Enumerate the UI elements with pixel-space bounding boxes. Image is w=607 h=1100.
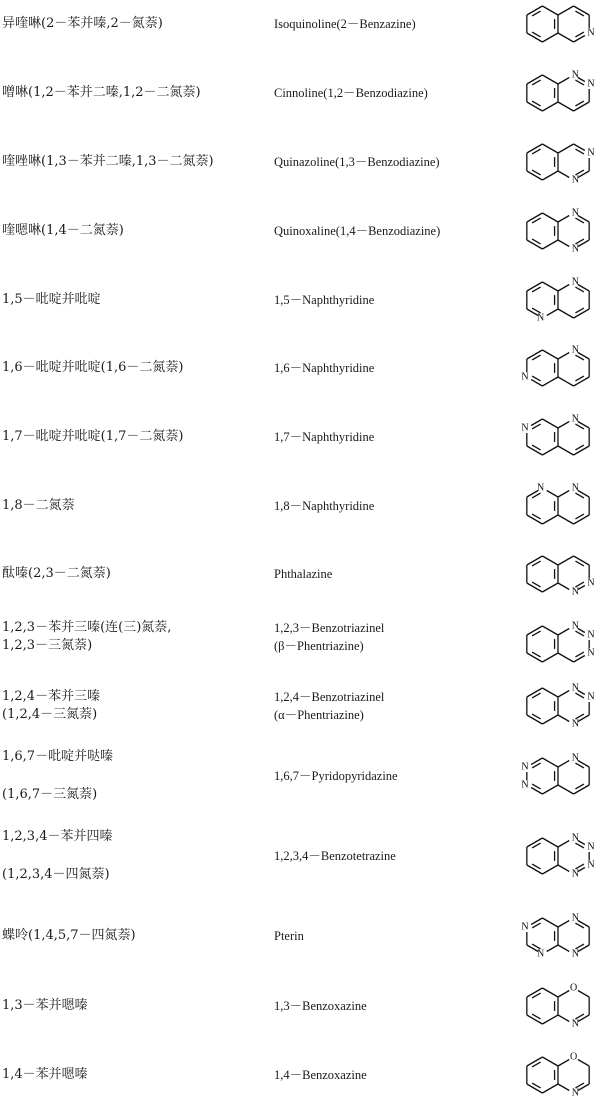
nitrogen-atom-label: N <box>521 761 529 773</box>
cinnoline-structure-icon <box>514 68 604 118</box>
bond-line <box>542 758 558 767</box>
1-6-7-pyridopyridazine-structure-icon <box>514 751 604 801</box>
phthalazine-structure-icon <box>514 549 604 599</box>
bond-line <box>542 1084 558 1093</box>
1-8-naphthyridine-structure-icon <box>514 481 604 531</box>
bond-line <box>558 309 574 318</box>
bond-line <box>558 171 569 178</box>
nitrogen-atom-label: N <box>571 912 580 924</box>
chinese-name-line: 噌啉(1,2－苯并二嗪,1,2－二氮萘) <box>2 85 201 100</box>
1-2-3-4-benzotetrazine-structure-icon <box>514 831 604 881</box>
bond-line <box>558 991 569 998</box>
bond-line <box>527 240 543 249</box>
bond-line <box>542 240 558 249</box>
bond-line <box>527 102 543 111</box>
bond-line <box>558 285 569 292</box>
chinese-name-line: 蝶呤(1,4,5,7－四氮萘) <box>2 928 136 943</box>
english-name-line: 1,3－Benzoxazine <box>274 999 367 1013</box>
bond-line <box>542 419 558 428</box>
bond-line <box>527 583 543 592</box>
nitrogen-atom-label: N <box>571 69 580 81</box>
chinese-name-line: 喹唑啉(1,3－苯并二嗪,1,3－二氮萘) <box>2 154 214 169</box>
english-name-line: 1,4－Benzoxazine <box>274 1068 367 1082</box>
english-name <box>274 847 396 865</box>
english-name <box>274 359 374 377</box>
bond-line <box>542 75 558 84</box>
nitrogen-atom-label: N <box>571 243 580 255</box>
bond-line <box>542 865 558 874</box>
chinese-name-line: 1,6,7－吡啶并哒嗪 <box>2 749 114 764</box>
nitrogen-atom-label: N <box>587 629 595 641</box>
nitrogen-atom-label: N <box>587 78 595 90</box>
bond-line <box>558 240 569 247</box>
nitrogen-atom-label: N <box>587 147 595 159</box>
english-name <box>274 222 440 240</box>
chinese-name <box>2 688 100 724</box>
english-name-line: Quinoxaline(1,4－Benzodiazine) <box>274 224 441 238</box>
english-name <box>274 1066 367 1084</box>
chinese-name <box>2 84 201 102</box>
bond-line <box>558 841 569 848</box>
english-name-line: 1,6－Naphthyridine <box>274 361 375 375</box>
english-name-line: Isoquinoline(2－Benzazine) <box>274 17 416 31</box>
english-name <box>274 619 384 655</box>
bond-line <box>542 102 558 111</box>
nitrogen-atom-label: N <box>536 312 545 324</box>
chinese-name-line: 1,2,4－苯并三嗪 <box>2 689 101 704</box>
bond-line <box>542 988 558 997</box>
chinese-name <box>2 359 184 377</box>
bond-line <box>578 991 589 998</box>
bond-line <box>547 491 558 498</box>
bond-line <box>558 865 569 872</box>
bond-line <box>527 556 543 565</box>
bond-line <box>527 171 543 180</box>
nitrogen-atom-label: N <box>571 207 580 219</box>
english-name <box>274 997 367 1015</box>
bond-line <box>558 715 569 722</box>
chinese-name <box>2 997 88 1015</box>
bond-line <box>558 422 569 429</box>
nitrogen-atom-label: N <box>571 1018 580 1030</box>
bond-line <box>527 515 543 524</box>
bond-line <box>574 556 590 565</box>
bond-line <box>542 838 558 847</box>
bond-line <box>542 785 558 794</box>
bond-line <box>527 1084 543 1093</box>
english-name <box>274 153 440 171</box>
chinese-name <box>2 565 111 583</box>
bond-line <box>558 556 574 565</box>
bond-line <box>574 6 590 15</box>
chinese-name <box>2 222 124 240</box>
bond-line <box>527 653 543 662</box>
bond-line <box>542 918 558 927</box>
nitrogen-atom-label: N <box>587 859 595 871</box>
bond-line <box>558 583 569 590</box>
bond-line <box>574 102 590 111</box>
nitrogen-atom-label: N <box>536 482 545 494</box>
bond-line <box>558 921 569 928</box>
nitrogen-atom-label: N <box>587 27 595 39</box>
nitrogen-atom-label: N <box>571 832 580 844</box>
english-name <box>274 497 374 515</box>
bond-line <box>542 144 558 153</box>
pterin-structure-icon <box>514 911 604 961</box>
english-name <box>274 428 374 446</box>
bond-line <box>558 377 574 386</box>
chinese-name-line: 喹嗯啉(1,4－二氮萘) <box>2 223 124 238</box>
bond-line <box>558 629 569 636</box>
oxygen-atom-label: O <box>569 982 578 994</box>
bond-line <box>558 761 569 768</box>
chinese-name <box>2 828 112 904</box>
bond-line <box>527 6 543 15</box>
chinese-name <box>2 927 136 945</box>
nitrogen-atom-label: N <box>571 752 580 764</box>
chinese-name <box>2 291 101 309</box>
bond-line <box>542 626 558 635</box>
english-name-line: Cinnoline(1,2－Benzodiazine) <box>274 86 428 100</box>
nitrogen-atom-label: N <box>571 344 580 356</box>
chinese-name-line: (1,2,4－三氮萘) <box>2 707 98 722</box>
1-7-naphthyridine-structure-icon <box>514 412 604 462</box>
english-name-line: 1,5－Naphthyridine <box>274 293 375 307</box>
english-name-line: Quinazoline(1,3－Benzodiazine) <box>274 155 440 169</box>
1-4-benzoxazine-structure-icon <box>514 1050 604 1100</box>
bond-line <box>527 350 543 359</box>
bond-line <box>527 988 543 997</box>
english-name-line: 1,2,3－Benzotriazinel <box>274 621 385 635</box>
english-name <box>274 15 416 33</box>
bond-line <box>558 33 574 42</box>
nitrogen-atom-label: N <box>536 948 545 960</box>
english-name-line: 1,6,7－Pyridopyridazine <box>274 769 398 783</box>
bond-line <box>542 377 558 386</box>
chinese-name-line: 1,2,3－苯并三嗪(连(三)氮萘, <box>2 620 172 635</box>
bond-line <box>558 653 574 662</box>
bond-line <box>578 1060 589 1067</box>
chinese-name-line: 1,4－苯并嗯嗪 <box>2 1067 88 1082</box>
bond-line <box>547 309 558 316</box>
bond-line <box>558 691 569 698</box>
nitrogen-atom-label: N <box>521 371 529 383</box>
bond-line <box>574 309 590 318</box>
nitrogen-atom-label: N <box>521 921 529 933</box>
bond-line <box>527 715 543 724</box>
bond-line <box>558 1015 569 1022</box>
chinese-name <box>2 619 171 655</box>
bond-line <box>558 945 569 952</box>
bond-line <box>527 626 543 635</box>
bond-line <box>558 491 569 498</box>
bond-line <box>527 838 543 847</box>
english-name-line: (β－Phentriazine) <box>274 639 364 653</box>
chinese-name-line: 1,5－吡啶并吡啶 <box>2 292 101 307</box>
1-5-naphthyridine-structure-icon <box>514 275 604 325</box>
bond-line <box>527 688 543 697</box>
nitrogen-atom-label: N <box>587 691 595 703</box>
bond-line <box>574 515 590 524</box>
1-6-naphthyridine-structure-icon <box>514 343 604 393</box>
bond-line <box>558 1084 569 1091</box>
english-name <box>274 565 332 583</box>
bond-line <box>527 1015 543 1024</box>
bond-line <box>527 213 543 222</box>
bond-line <box>527 75 543 84</box>
quinoxaline-structure-icon <box>514 206 604 256</box>
chinese-name-line: (1,2,3,4－四氮萘) <box>2 867 110 882</box>
bond-line <box>542 653 558 662</box>
english-name-line: 1,7－Naphthyridine <box>274 430 375 444</box>
english-name-line: 1,2,4－Benzotriazinel <box>274 690 385 704</box>
bond-line <box>527 33 543 42</box>
chinese-name <box>2 428 184 446</box>
bond-line <box>558 102 574 111</box>
quinazoline-structure-icon <box>514 137 604 187</box>
english-name-line: (α－Phentriazine) <box>274 708 364 722</box>
bond-line <box>574 785 590 794</box>
bond-line <box>542 715 558 724</box>
chinese-name <box>2 497 75 515</box>
chinese-name <box>2 748 113 824</box>
nitrogen-atom-label: N <box>571 413 580 425</box>
english-name-line: 1,8－Naphthyridine <box>274 499 375 513</box>
chinese-name-line: 1,8－二氮萘 <box>2 498 75 513</box>
bond-line <box>542 213 558 222</box>
1-2-3-benzotriazine-structure-icon <box>514 619 604 669</box>
bond-line <box>542 1057 558 1066</box>
bond-line <box>542 688 558 697</box>
nitrogen-atom-label: N <box>571 1087 580 1099</box>
bond-line <box>542 1015 558 1024</box>
nitrogen-atom-label: N <box>571 482 580 494</box>
bond-line <box>558 144 574 153</box>
english-name-line: 1,2,3,4－Benzotetrazine <box>274 849 396 863</box>
english-name <box>274 84 428 102</box>
bond-line <box>558 216 569 223</box>
nitrogen-atom-label: N <box>587 841 595 853</box>
bond-line <box>527 865 543 874</box>
bond-line <box>542 350 558 359</box>
1-3-benzoxazine-structure-icon <box>514 981 604 1031</box>
nitrogen-atom-label: N <box>587 577 595 589</box>
bond-line <box>558 1060 569 1067</box>
nitrogen-atom-label: N <box>571 868 580 880</box>
nitrogen-atom-label: N <box>571 586 580 598</box>
chinese-name-line: 1,2,3－三氮萘) <box>2 638 93 653</box>
english-name-line: Pterin <box>274 929 304 943</box>
bond-line <box>542 171 558 180</box>
nitrogen-atom-label: N <box>587 647 595 659</box>
bond-line <box>542 583 558 592</box>
chinese-name-line: (1,6,7－三氮萘) <box>2 787 98 802</box>
chinese-name <box>2 1066 88 1084</box>
oxygen-atom-label: O <box>569 1051 578 1063</box>
chinese-name <box>2 15 163 33</box>
english-name <box>274 767 398 785</box>
bond-line <box>558 78 569 85</box>
nitrogen-atom-label: N <box>521 422 529 434</box>
bond-line <box>574 446 590 455</box>
chinese-name-line: 异喹啉(2－苯并嗪,2－氮萘) <box>2 16 163 31</box>
nitrogen-atom-label: N <box>571 620 580 632</box>
bond-line <box>527 282 543 291</box>
nitrogen-atom-label: N <box>521 779 529 791</box>
nitrogen-atom-label: N <box>571 682 580 694</box>
bond-line <box>527 144 543 153</box>
bond-line <box>542 282 558 291</box>
bond-line <box>527 446 543 455</box>
bond-line <box>558 6 574 15</box>
bond-line <box>542 556 558 565</box>
nitrogen-atom-label: N <box>571 948 580 960</box>
chinese-name-line: 1,3－苯并嗯嗪 <box>2 998 88 1013</box>
bond-line <box>574 377 590 386</box>
bond-line <box>558 353 569 360</box>
chinese-name-line: 1,6－吡啶并吡啶(1,6－二氮萘) <box>2 360 184 375</box>
english-name <box>274 688 384 724</box>
bond-line <box>558 785 574 794</box>
chinese-name-line: 1,7－吡啶并吡啶(1,7－二氮萘) <box>2 429 184 444</box>
bond-line <box>542 6 558 15</box>
english-name-line: Phthalazine <box>274 567 333 581</box>
bond-line <box>542 33 558 42</box>
bond-line <box>547 945 558 952</box>
english-name <box>274 927 304 945</box>
bond-line <box>542 446 558 455</box>
chinese-name-line: 1,2,3,4－苯并四嗪 <box>2 829 113 844</box>
nitrogen-atom-label: N <box>571 174 580 186</box>
bond-line <box>527 1057 543 1066</box>
nitrogen-atom-label: N <box>571 276 580 288</box>
isoquinoline-structure-icon <box>514 0 604 49</box>
nitrogen-atom-label: N <box>571 718 580 730</box>
chinese-name <box>2 153 214 171</box>
1-2-4-benzotriazine-structure-icon <box>514 681 604 731</box>
bond-line <box>542 515 558 524</box>
bond-line <box>558 446 574 455</box>
english-name <box>274 291 374 309</box>
bond-line <box>558 515 574 524</box>
chinese-name-line: 酞嗪(2,3－二氮萘) <box>2 566 111 581</box>
